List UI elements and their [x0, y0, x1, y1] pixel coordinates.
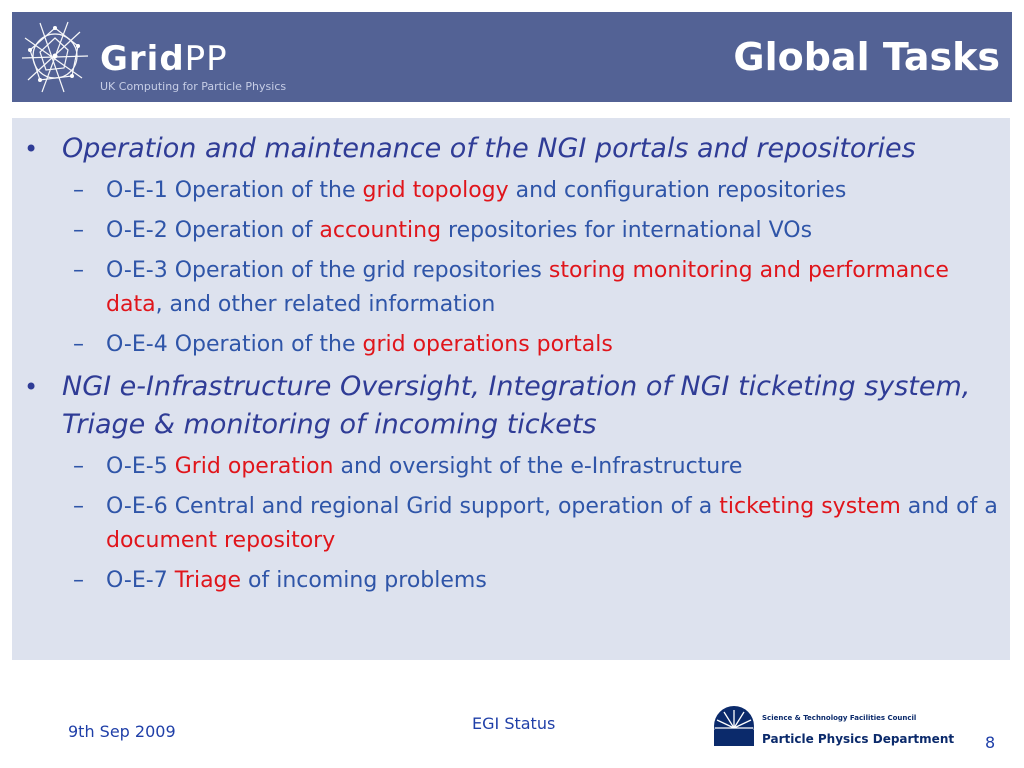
logo-wordmark: GridPP	[100, 39, 228, 79]
gridpp-logo	[20, 18, 287, 96]
sub-item-oe1: – O-E-1 Operation of the grid topology and configuration repositories	[73, 178, 847, 203]
grid-globe-icon	[20, 18, 90, 96]
highlight-text: grid operations portals	[362, 332, 613, 357]
sub-item-oe3: – O-E-3 Operation of the grid repositories storing monitoring and performance data, and other related information	[73, 258, 949, 317]
slide-title: Global Tasks	[733, 35, 1000, 79]
highlight-text: accounting	[319, 218, 442, 243]
footer-date: 9th Sep 2009	[68, 722, 176, 741]
bullet-icon: •	[24, 135, 39, 163]
footer-title: EGI Status	[472, 714, 556, 733]
stfc-logo	[712, 704, 955, 754]
stfc-sunburst-icon	[712, 704, 756, 748]
bullet-item-portals	[12, 130, 1002, 362]
sub-list	[62, 174, 1002, 362]
sub-item-oe7: – O-E-7 Triage of incoming problems	[73, 568, 487, 593]
sub-list	[62, 450, 1002, 598]
stfc-council-name: Science & Technology Facilities Council	[762, 714, 917, 722]
content-panel	[12, 118, 1010, 660]
sub-item-oe6: – O-E-6 Central and regional Grid support, operation of a ticketing system and of a document repository	[73, 494, 998, 553]
bullet-list	[12, 126, 1002, 604]
highlight-text: ticketing system	[719, 494, 901, 519]
sub-item-oe4: – O-E-4 Operation of the grid operations portals	[73, 332, 613, 357]
highlight-text: document repository	[106, 528, 336, 553]
bullet-item-oversight	[12, 368, 1002, 598]
highlight-text: Triage	[174, 568, 242, 593]
bullet-text: NGI e-Infrastructure Oversight, Integration of NGI ticketing system, Triage & monitoring of incoming tickets	[62, 371, 971, 440]
stfc-department-name: Particle Physics Department	[762, 732, 955, 746]
highlight-text: storing monitoring and performance data	[106, 258, 949, 317]
sub-item-oe2: – O-E-2 Operation of accounting repositories for international VOs	[73, 218, 813, 243]
sub-item-oe5: – O-E-5 Grid operation and oversight of the e-Infrastructure	[73, 454, 743, 479]
highlight-text: grid topology	[362, 178, 509, 203]
header-bar	[12, 12, 1012, 102]
bullet-icon: •	[24, 373, 39, 401]
page-number: 8	[985, 733, 996, 752]
bullet-text: Operation and maintenance of the NGI portals and repositories	[62, 133, 916, 164]
logo-subtitle: UK Computing for Particle Physics	[100, 80, 287, 93]
highlight-text: Grid operation	[174, 454, 334, 479]
